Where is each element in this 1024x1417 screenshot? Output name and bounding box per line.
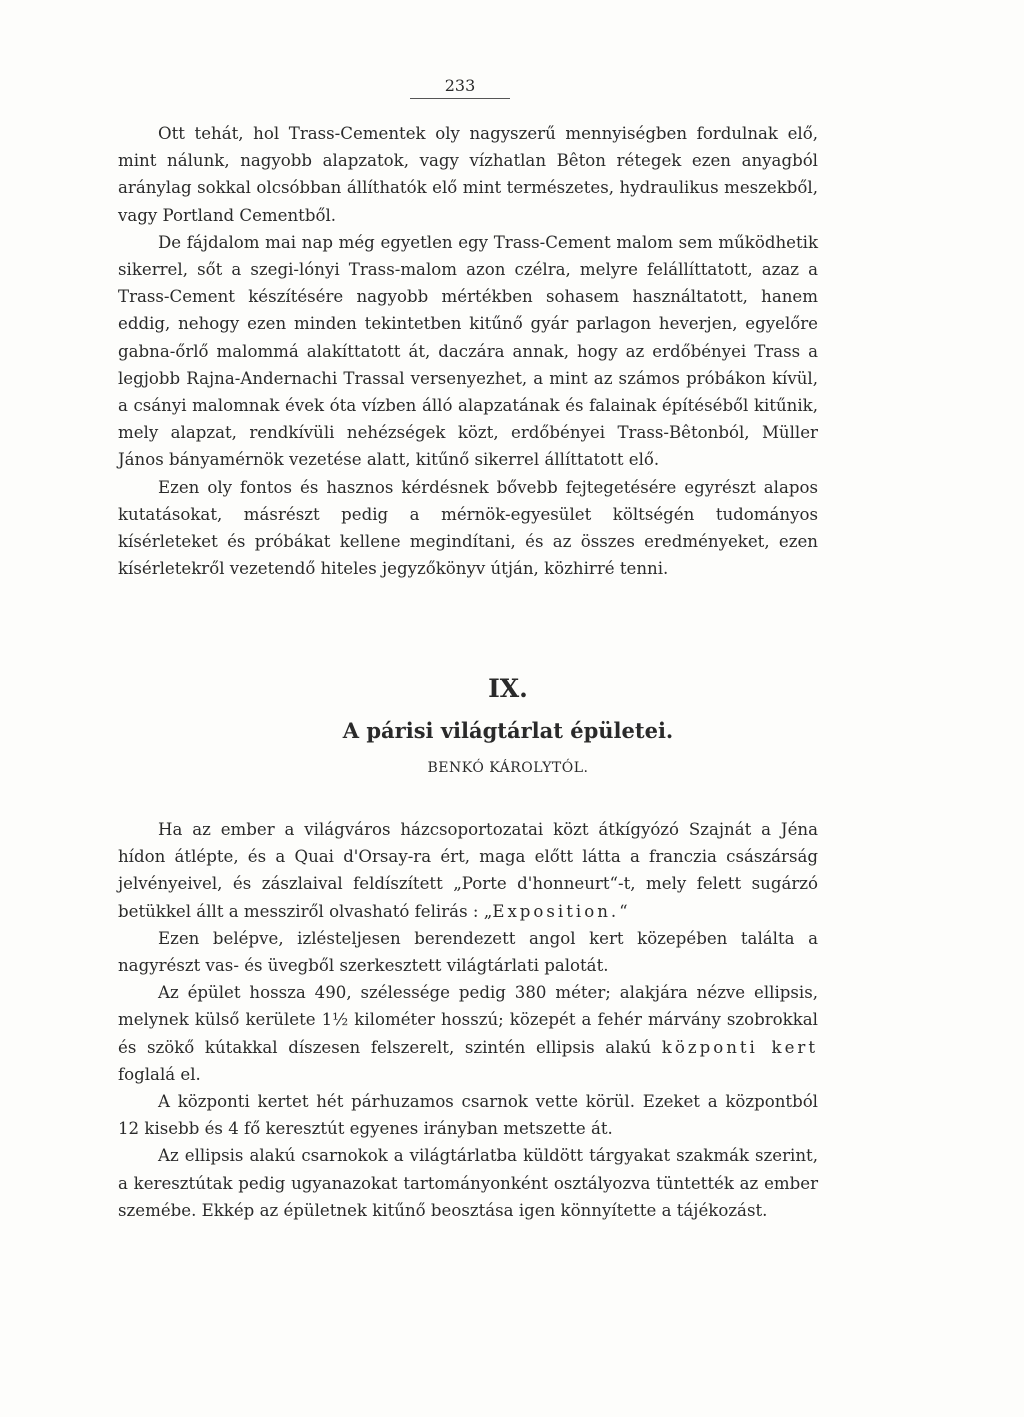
page-number: 233 <box>410 76 510 99</box>
paragraph: Ezen belépve, izlésteljesen berendezett angol kert közepében találta a nagyrészt vas- és üvegből szerkesztett világtárlati palotát. <box>118 928 818 976</box>
paragraph: Ezen oly fontos és hasznos kérdésnek bővebb fejtegetésére egyrészt alapos kutatásokat, másrészt pedig a mérnök-egyesület költségén tudományos kísérleteket és próbákat kellene megindítani, és az összes eredményeket, ezen kísérletekről vezetendő hiteles jegyzőkönyv útján, közhirré tenni. <box>118 477 818 579</box>
paragraph <box>118 816 818 925</box>
paragraph: De fájdalom mai nap még egyetlen egy Trass-Cement malom sem működhetik sikerrel, sőt a szegi-lónyi Trass-malom azon czélra, melyre felállíttatott, azaz a Trass-Cement készítésére nagyobb mértékben sohasem használtatott, hanem eddig, nehogy ezen minden tekintetben kitűnő gyár parlagon heverjen, egyelőre gabna-őrlő malommá alakíttatott át, daczára annak, hogy az erdőbényei Trass a legjobb Rajna-Andernachi Trassal versenyezhet, a mint az számos próbákon kívül, a csányi malomnak évek óta vízben álló alapzatának és falainak építéséből kitűnik, mely alapzat, rendkívüli nehézségek közt, erdőbényei Trass-Bêtonból, Müller János bányamérnök vezetése alatt, kitűnő sikerrel állíttatott elő. <box>118 232 818 470</box>
paragraph-text: Ha az ember a világváros házcsoportozatai közt átkígyózó Szajnát a Jéna hídon átlépte, és a Quai d'Orsay-ra ért, maga előtt látta a franczia császárság jelvényeivel, és zászlaival feldíszített „Porte d'honneurt“-t, mely felett sugárzó betükkel állt a messziről olvasható felirás : „ <box>118 820 818 921</box>
paragraph-text: “ <box>619 901 628 921</box>
paragraph: A központi kertet hét párhuzamos csarnok vette körül. Ezeket a központból 12 kisebb és 4 fő keresztút egyenes irányban metszette át. <box>118 1092 818 1139</box>
spaced-text: központi kert <box>661 1037 818 1057</box>
paragraph-text: foglalá el. <box>118 1064 201 1084</box>
paragraph <box>118 979 818 1088</box>
section-2-text <box>118 816 818 1224</box>
paragraph: Az ellipsis alakú csarnokok a világtárlatba küldött tárgyakat szakmák szerint, a keresztútak pedig ugyanazokat tartományonként osztályozva tüntették az ember szemébe. Ekkép az épületnek kitűnő beosztása igen könnyítette a tájékozást. <box>118 1146 818 1220</box>
section-title: A párisi világtárlat épületei. <box>342 718 674 743</box>
paragraph: Ott tehát, hol Trass-Cementek oly nagyszerű mennyiségben fordulnak elő, mint nálunk, nagyobb alapzatok, vagy vízhatlan Bêton rétegek ezen anyagból aránylag sokkal olcsóbban állíthatók elő mint természetes, hydraulikus meszekből, vagy Portland Cementből. <box>118 124 818 225</box>
section-author: BENKÓ KÁROLYTÓL. <box>427 760 589 776</box>
paragraph-text: Az épület hossza 490, szélessége pedig 380 méter; alakjára nézve ellipsis, melynek külső kerülete 1½ kilométer hosszú; közepét a fehér márvány szobrokkal és szökő kútakkal díszesen felszerelt, szintén ellipsis alakú <box>118 983 818 1057</box>
section-1-text <box>118 120 818 582</box>
spaced-text: Exposition. <box>492 901 620 921</box>
section-numeral: IX. <box>488 674 528 703</box>
